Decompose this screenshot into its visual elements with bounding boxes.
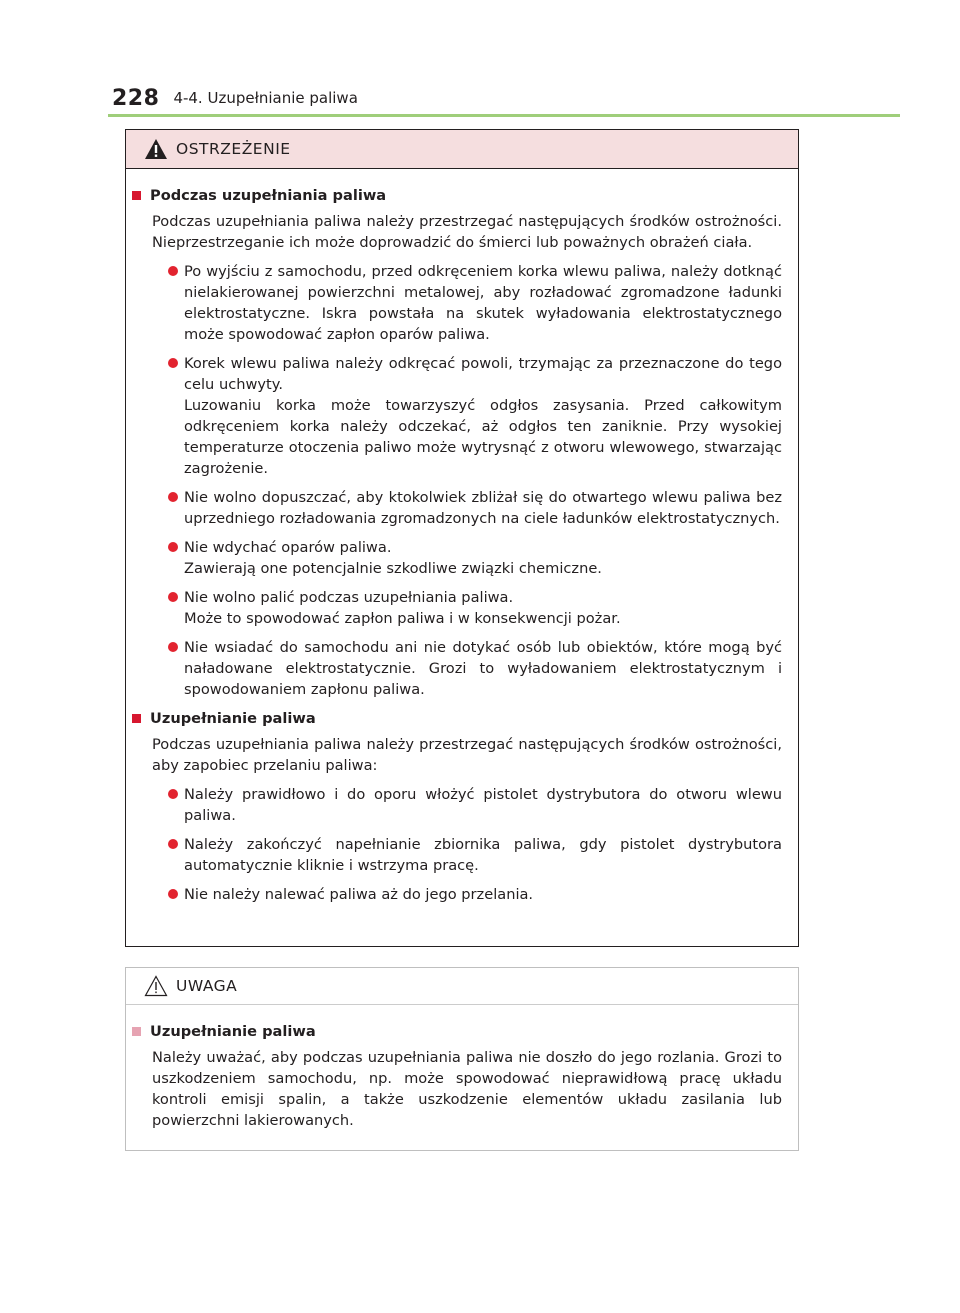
bullet-item xyxy=(132,487,782,529)
subsection-heading xyxy=(132,185,782,206)
bullet-item xyxy=(132,353,782,479)
bullet-line: Nie wdychać oparów paliwa. xyxy=(184,539,392,556)
warning-triangle-icon xyxy=(144,138,168,160)
bullet-line: Nie wsiadać do samochodu ani nie dotykać osób lub obiektów, które mogą być naładowane elektrostatycznie. Grozi to wyładowaniem elektrostatycznym i spowodowaniem zapłonu paliwa. xyxy=(184,639,782,698)
bullet-line: Nie wolno palić podczas uzupełniania paliwa. xyxy=(184,589,514,606)
bullet-item xyxy=(132,261,782,345)
bullet-text xyxy=(184,637,782,700)
bullet-text xyxy=(184,487,782,529)
bullet-item xyxy=(132,884,782,905)
warning-body xyxy=(126,169,798,905)
square-marker-icon xyxy=(132,714,141,723)
page-header xyxy=(112,82,358,114)
subsection-heading-text: Podczas uzupełniania paliwa xyxy=(150,187,387,204)
bullet-item xyxy=(132,537,782,579)
bullet-text xyxy=(184,537,782,579)
bullet-line: Nie należy nalewać paliwa aż do jego przelania. xyxy=(184,886,534,903)
subsection-heading-text: Uzupełnianie paliwa xyxy=(150,1023,316,1040)
bullet-dot-icon xyxy=(168,542,178,552)
bullet-item xyxy=(132,834,782,876)
bullet-dot-icon xyxy=(168,266,178,276)
bullet-text xyxy=(184,784,782,826)
header-rule xyxy=(108,114,900,117)
bullet-item xyxy=(132,637,782,700)
subsection-paragraph: Podczas uzupełniania paliwa należy przestrzegać następujących środków ostrożności, aby zapobiec przelaniu paliwa: xyxy=(152,736,782,774)
bullet-dot-icon xyxy=(168,358,178,368)
bullet-text xyxy=(184,261,782,345)
bullet-text xyxy=(184,884,782,905)
subsection-heading xyxy=(132,1021,782,1042)
subsection-paragraph: Podczas uzupełniania paliwa należy przestrzegać następujących środków ostrożności. Nieprzestrzeganie ich może doprowadzić do śmierci lub poważnych obrażeń ciała. xyxy=(152,213,782,251)
bullet-line: Należy prawidłowo i do oporu włożyć pistolet dystrybutora do otworu wlewu paliwa. xyxy=(184,786,782,824)
warning-box xyxy=(125,129,799,947)
bullet-line: Należy zakończyć napełnianie zbiornika paliwa, gdy pistolet dystrybutora automatycznie kliknie i wstrzyma pracę. xyxy=(184,836,782,874)
square-marker-icon xyxy=(132,191,141,200)
bullet-dot-icon xyxy=(168,492,178,502)
bullet-line: Luzowaniu korka może towarzyszyć odgłos zasysania. Przed całkowitym odkręceniem korka należy odczekać, aż odgłos ten zaniknie. Przy wysokiej temperaturze otoczenia paliwo może wytrysnąć z otworu wlewowego, stwarzając zagrożenie. xyxy=(184,397,782,477)
notice-box xyxy=(125,967,799,1151)
bullet-line: Zawierają one potencjalnie szkodliwe związki chemiczne. xyxy=(184,560,602,577)
bullet-dot-icon xyxy=(168,789,178,799)
warning-header xyxy=(126,130,798,169)
section-title: 4-4. Uzupełnianie paliwa xyxy=(173,89,358,107)
bullet-line: Korek wlewu paliwa należy odkręcać powoli, trzymając za przeznaczone do tego celu uchwyty. xyxy=(184,355,782,393)
warning-title: OSTRZEŻENIE xyxy=(176,140,291,158)
bullet-item xyxy=(132,587,782,629)
warning-triangle-outline-icon xyxy=(144,975,168,997)
bullet-line: Może to spowodować zapłon paliwa i w konsekwencji pożar. xyxy=(184,610,621,627)
bullet-dot-icon xyxy=(168,642,178,652)
subsection-heading-text: Uzupełnianie paliwa xyxy=(150,710,316,727)
bullet-text xyxy=(184,587,782,629)
square-marker-icon xyxy=(132,1027,141,1036)
bullet-dot-icon xyxy=(168,839,178,849)
subsection-heading xyxy=(132,708,782,729)
bullet-dot-icon xyxy=(168,889,178,899)
notice-header xyxy=(126,968,798,1005)
bullet-text xyxy=(184,353,782,479)
notice-title: UWAGA xyxy=(176,977,238,995)
subsection-paragraph: Należy uważać, aby podczas uzupełniania paliwa nie doszło do jego rozlania. Grozi to uszkodzeniem samochodu, np. może spowodować nieprawidłową pracę układu kontroli emisji spalin, a także uszkodzenie elementów układu zasilania lub powierzchni lakierowanych. xyxy=(152,1049,782,1129)
bullet-item xyxy=(132,784,782,826)
bullet-line: Po wyjściu z samochodu, przed odkręceniem korka wlewu paliwa, należy dotknąć nielakierowanej powierzchni metalowej, aby rozładować zgromadzone ładunki elektrostatyczne. Iskra powstała na skutek wyładowania elektrostatycznego może spowodować zapłon oparów paliwa. xyxy=(184,263,782,343)
notice-body xyxy=(126,1005,798,1131)
bullet-text xyxy=(184,834,782,876)
page-number: 228 xyxy=(112,85,160,111)
bullet-line: Nie wolno dopuszczać, aby ktokolwiek zbliżał się do otwartego wlewu paliwa bez uprzedniego rozładowania zgromadzonych na ciele ładunków elektrostatycznych. xyxy=(184,489,782,527)
bullet-dot-icon xyxy=(168,592,178,602)
